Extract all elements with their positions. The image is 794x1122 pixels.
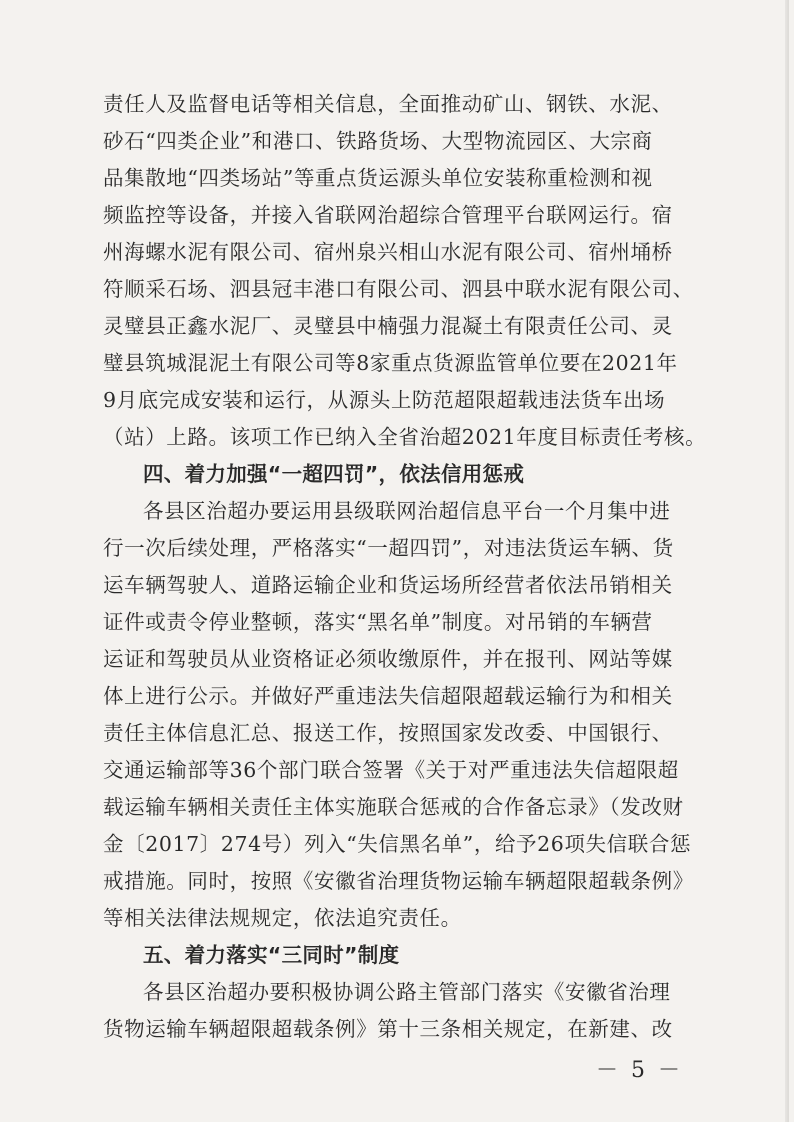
body-line: 品集散地“四类场站”等重点货运源头单位安装称重检测和视 <box>103 166 653 190</box>
body-line: 行一次后续处理，严格落实“一超四罚”，对违法货运车辆、货 <box>103 536 674 560</box>
body-line: 砂石“四类企业”和港口、铁路货场、大型物流园区、大宗商 <box>103 129 653 153</box>
body-line: 灵璧县正鑫水泥厂、灵璧县中楠强力混凝土有限责任公司、灵 <box>103 314 673 338</box>
body-line: 9月底完成安装和运行，从源头上防范超限超载违法货车出场 <box>103 388 666 412</box>
body-line: 各县区治超办要运用县级联网治超信息平台一个月集中进 <box>143 499 671 523</box>
body-line: （站）上路。该项工作已纳入全省治超2021年度目标责任考核。 <box>103 425 707 449</box>
page-number: － 5 － <box>596 1058 683 1083</box>
body-line: 金〔2017〕274号）列入“失信黑名单”，给予26项失信联合惩 <box>103 832 692 856</box>
body-line: 证件或责令停业整顿，落实“黑名单”制度。对吊销的车辆营 <box>103 610 653 634</box>
body-line: 责任主体信息汇总、报送工作，按照国家发改委、中国银行、 <box>103 721 673 745</box>
body-line: 货物运输车辆超限超载条例》第十三条相关规定，在新建、改 <box>103 1017 673 1041</box>
body-line: 运车辆驾驶人、道路运输企业和货运场所经营者依法吊销相关 <box>103 573 673 597</box>
body-line: 频监控等设备，并接入省联网治超综合管理平台联网运行。宿 <box>103 203 673 227</box>
body-line: 运证和驾驶员从业资格证必须收缴原件，并在报刊、网站等媒 <box>103 647 673 671</box>
body-line: 戒措施。同时，按照《安徽省治理货物运输车辆超限超载条例》 <box>103 869 694 893</box>
body-line: 体上进行公示。并做好严重违法失信超限超载运输行为和相关 <box>103 684 673 708</box>
section-heading-5: 五、着力落实“三同时”制度 <box>143 943 400 967</box>
body-line: 载运输车辆相关责任主体实施联合惩戒的合作备忘录》（发改财 <box>103 795 684 819</box>
body-line: 璧县筑城混泥土有限公司等8家重点货源监管单位要在2021年 <box>103 351 678 375</box>
scan-edge <box>785 0 789 1122</box>
body-line: 各县区治超办要积极协调公路主管部门落实《安徽省治理 <box>143 980 671 1004</box>
body-line: 等相关法律法规规定，依法追究责任。 <box>103 906 462 930</box>
body-line: 交通运输部等36个部门联合签署《关于对严重违法失信超限超 <box>103 758 679 782</box>
body-line: 责任人及监督电话等相关信息，全面推动矿山、钢铁、水泥、 <box>103 92 673 116</box>
section-heading-4: 四、着力加强“一超四罚”，依法信用惩戒 <box>143 462 525 486</box>
body-line: 符顺采石场、泗县冠丰港口有限公司、泗县中联水泥有限公司、 <box>103 277 694 301</box>
body-line: 州海螺水泥有限公司、宿州泉兴相山水泥有限公司、宿州埇桥 <box>103 240 673 264</box>
